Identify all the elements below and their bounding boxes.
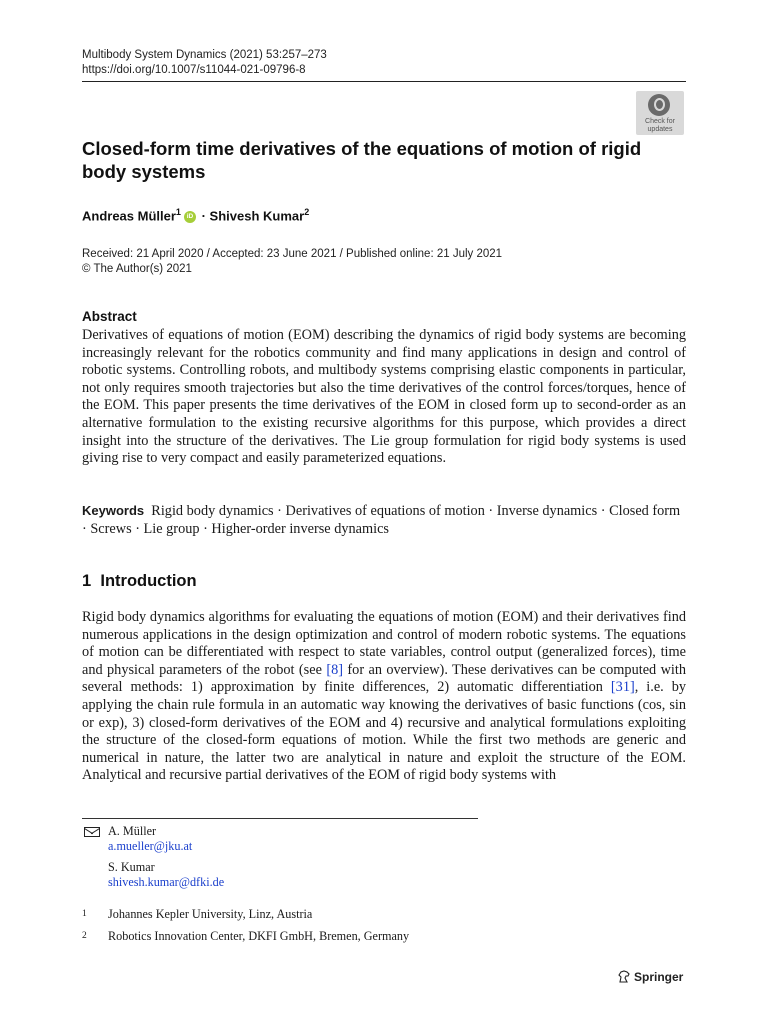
keywords-list: Rigid body dynamics · Derivatives of equations of motion · Inverse dynamics · Closed form · Screws · Lie group · Higher-order inverse dynamics <box>82 503 681 537</box>
envelope-icon <box>84 827 100 837</box>
publisher-name: Springer <box>634 970 684 984</box>
section-title: Introduction <box>100 572 197 590</box>
springer-horse-icon <box>618 970 630 983</box>
section-heading <box>82 572 197 591</box>
author-affiliation-mark: 1 <box>175 207 181 217</box>
correspondent-name: A. Müller <box>108 824 157 838</box>
affiliation-text: Robotics Innovation Center, DKFI GmbH, Bremen, Germany <box>108 929 410 943</box>
keywords-heading: Keywords <box>82 503 145 518</box>
intro-paragraph <box>82 609 686 785</box>
footnote-rule <box>82 818 478 819</box>
keywords <box>82 502 686 538</box>
author-list <box>82 207 309 223</box>
intro-text-2: for an overview). These derivatives can be computed with several methods: 1) approximation by finite differences, 2) automatic differentiation <box>82 661 686 696</box>
history-dates: Received: 21 April 2020 / Accepted: 23 June 2021 / Published online: 21 July 2021 <box>82 248 503 260</box>
paper-title: Closed-form time derivatives of the equations of motion of rigid body systems <box>82 138 642 182</box>
abstract-text: Derivatives of equations of motion (EOM) describing the dynamics of rigid body systems are becoming increasingly relevant for the robotics community and find many applications in design and control of robotic systems. Controlling robots, and multibody systems comprising elastic components in particular, not only requires smooth trajectories but also the time derivatives of the control forces/torques, hence of the EOM. This paper presents the time derivatives of the EOM in closed form up to second-order as an alternative formulation to the existing recursive algorithms for this purpose, which provides a direct insight into the structure of the derivatives. The Lie group formulation for rigid body systems is used giving rise to very compact and easily parameterized equations. <box>82 327 686 467</box>
correspondent-name: S. Kumar <box>108 860 155 874</box>
correspondence-entry <box>108 860 224 890</box>
author-name: Shivesh Kumar <box>209 208 305 224</box>
journal-citation: Multibody System Dynamics (2021) 53:257–273 <box>82 49 327 61</box>
correspondence-entry <box>108 824 192 854</box>
header-rule <box>82 81 686 82</box>
section-number: 1 <box>82 572 92 590</box>
orcid-icon[interactable]: iD <box>184 211 196 223</box>
affiliation-text: Johannes Kepler University, Linz, Austria <box>108 907 313 921</box>
author-affiliation-mark: 2 <box>304 207 310 217</box>
check-label-1: Check for <box>645 118 675 125</box>
intro-text-1: Rigid body dynamics algorithms for evaluating the equations of motion (EOM) and their derivatives find numerous applications in the design optimization and control of modern robotic systems. The equations of motion can be differentiated with respect to state variables, control output (generalized forces), time and physical parameters of the robot (see <box>82 609 686 678</box>
citation-link[interactable]: [31] <box>610 679 635 696</box>
intro-text-3: , i.e. by applying the chain rule formula in an automatic way knowing the derivatives of basic functions (cos, sin or exp), 3) closed-form derivatives of the EOM and 4) recursive and analytical formulations exploiting the structure of the closed-form equations of motion. While the first two methods are generic and numerical in nature, the latter two are analytical in nature and exploit the structure of the EOM. Analytical and recursive partial derivatives of the EOM of rigid body systems with <box>82 679 686 784</box>
email-link[interactable]: a.mueller@jku.at <box>108 839 193 853</box>
citation-link[interactable]: [8] <box>326 661 344 678</box>
doi-link[interactable]: https://doi.org/10.1007/s11044-021-09796-8 <box>82 64 306 76</box>
affiliation-number: 2 <box>82 931 87 941</box>
email-link[interactable]: shivesh.kumar@dfki.de <box>108 875 225 889</box>
publisher-logo <box>618 970 683 984</box>
affiliation-number: 1 <box>82 909 87 919</box>
author-name: Andreas Müller <box>82 208 176 224</box>
author-separator: · <box>201 208 206 224</box>
journal-info <box>82 48 327 78</box>
publication-dates <box>82 247 502 277</box>
copyright: © The Author(s) 2021 <box>82 263 192 275</box>
bookmark-icon <box>648 94 670 116</box>
check-for-updates-badge[interactable] <box>636 91 684 135</box>
abstract-heading: Abstract <box>82 309 137 324</box>
check-label-2: updates <box>647 126 673 133</box>
